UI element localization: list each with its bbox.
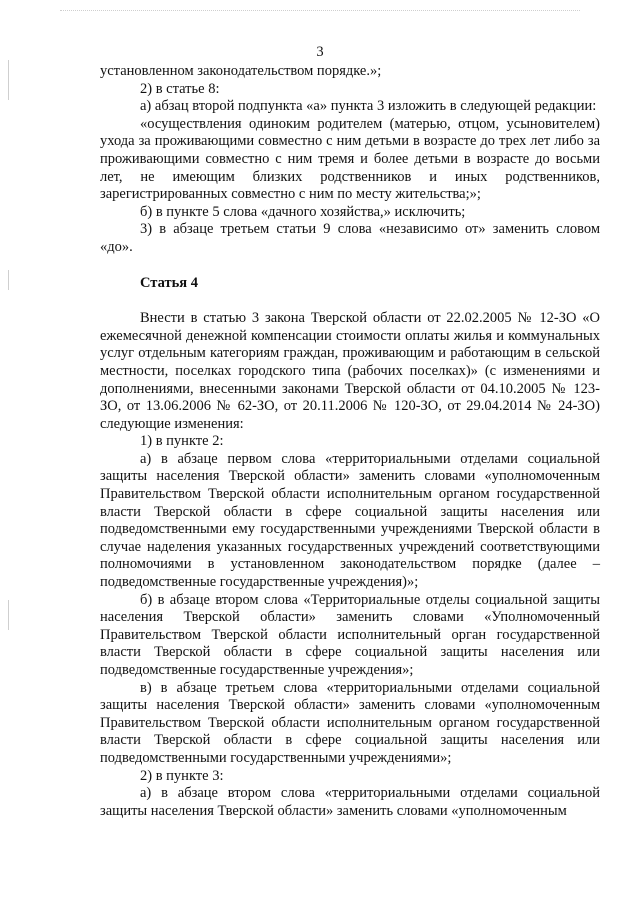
paragraph: установленном законодательством порядке.»; <box>100 63 382 79</box>
scan-margin-mark <box>8 600 9 630</box>
paragraph: 1) в пункте 2: <box>140 433 224 450</box>
paragraph: а) в абзаце первом слова «территориальными отделами социальной защиты населения Тверской области» заменить словами «уполномоченным Правительством Тверской области исполнительным органом государственной власти Тверской области в сфере социальной защиты населения или подведомственными ему государственными учреждениями Тверской области в случае наделения указанных государственных учреждений соответствующими полномочиями в установленном законодательством порядке (далее – подведомственные государственные учреждения)»; <box>100 450 600 591</box>
scan-margin-mark <box>8 60 9 100</box>
paragraph: в) в абзаце третьем слова «территориальными отделами социальной защиты населения Тверской области» заменить словами «уполномоченным Правительством Тверской области исполнительным органом государственной власти Тверской области в сфере социальной защиты населения или подведомственными государственными учреждениями»; <box>100 679 600 766</box>
scan-top-edge <box>60 10 580 11</box>
paragraph: 2) в статье 8: <box>140 80 220 97</box>
paragraph: «осуществления одиноким родителем (матерью, отцом, усыновителем) ухода за проживающими совместно с ним детьми в возрасте до трех лет либо за проживающими совместно с ним тремя и более детьми в возрасте до восьми лет, не имеющим близких родственников и иных родственников, зарегистрированных совместно с ним по месту жительства;»; <box>100 115 600 203</box>
document-body <box>100 63 600 820</box>
paragraph: а) в абзаце втором слова «территориальными отделами социальной защиты населения Тверской области» заменить словами «уполномоченным <box>100 785 600 819</box>
paragraph: 3) в абзаце третьем статьи 9 слова «независимо от» заменить словом «до». <box>100 221 600 255</box>
paragraph: б) в абзаце втором слова «Территориальные отделы социальной защиты населения Тверской области» заменить словами «Уполномоченный Правительством Тверской области исполнительный орган государственной власти Тверской области в сфере социальной защиты населения или подведомственные государственные учреждения»; <box>100 591 600 678</box>
paragraph: Внести в статью 3 закона Тверской области от 22.02.2005 № 12-ЗО «О ежемесячной денежной компенсации стоимости оплаты жилья и коммунальных услуг отдельным категориям граждан, проживающим и работающим в сельской местности, поселках городского типа (рабочих поселках)» (с изменениями и дополнениями, внесенными законами Тверской области от 04.10.2005 № 123-ЗО, от 13.06.2006 № 62-ЗО, от 20.11.2006 № 120-ЗО, от 29.04.2014 № 24-ЗО) следующие изменения: <box>100 310 600 432</box>
paragraph: а) абзац второй подпункта «а» пункта 3 изложить в следующей редакции: <box>140 98 597 115</box>
page-number: 3 <box>316 44 324 60</box>
paragraph: 2) в пункте 3: <box>140 767 224 784</box>
paragraph: б) в пункте 5 слова «дачного хозяйства,» исключить; <box>140 203 466 220</box>
section-title: Статья 4 <box>140 274 198 291</box>
scan-margin-mark <box>8 270 9 290</box>
